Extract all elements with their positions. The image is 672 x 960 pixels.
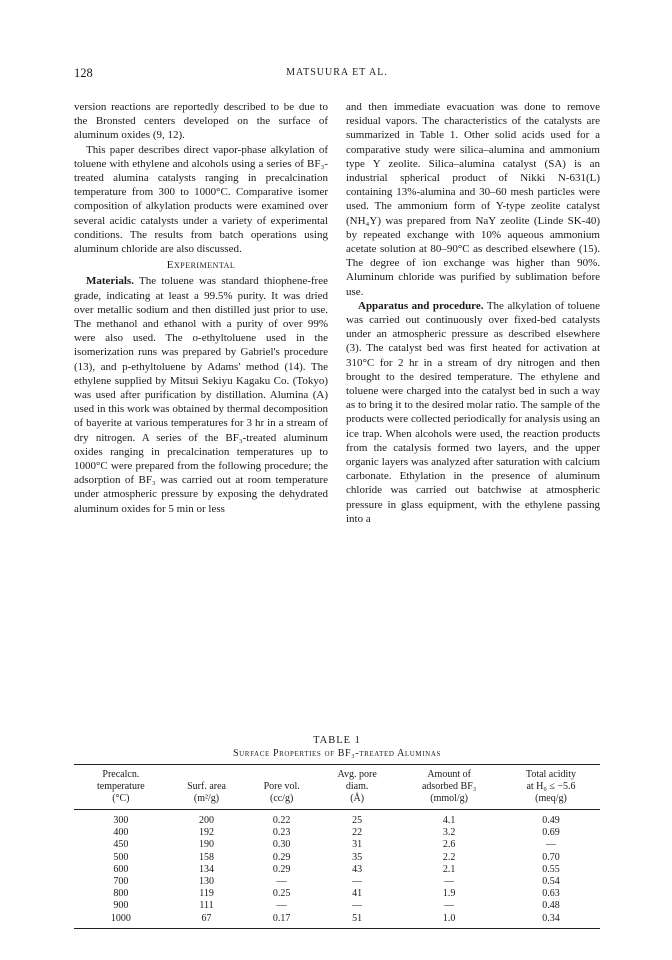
table-cell: 600 <box>113 863 129 875</box>
paragraph-text: The toluene was standard thiophene-free grade, indicating at least a 99.5% purity. It was dried over metallic sodium and then distilled just prior to use. The methanol and ethanol with a purity of over 99% were also used. The o-ethyltoluene used in the isomerization runs was prepared by Gabriel's procedure (13), and p-ethyltoluene by Adams' method (14). The ethylene supplied by Mitsui Sekiyu Kagaku Co. (Tokyo) was used after purification by distillation. Alumina (A) used in this work was obtained by thermal decomposition of bayerite at various temperatures for 3 hr in a stream of dry nitrogen. A series of the BF₃-treated aluminum oxides ranging in precalcination temperatures up to 1000°C were prepared from the following procedure; the adsorption of BF₃ was carried out at room temperature under atmospheric pressure by exposing the dehydrated aluminum oxides for 5 min or less <box>74 275 328 515</box>
table-cell: 700 <box>113 876 129 888</box>
table-cell: 1.9 <box>442 888 456 900</box>
table-cell: 0.69 <box>542 827 560 839</box>
page-header <box>74 66 600 82</box>
table-cell: 31 <box>352 839 363 851</box>
paragraph-materials <box>74 274 328 515</box>
header-cell <box>168 765 246 782</box>
table-cell: 0.30 <box>272 839 291 851</box>
table-cell: 1000 <box>74 913 168 929</box>
header-cell: (Å) <box>318 793 396 810</box>
paragraph: version reactions are reportedly described to be due to the Bronsted centers developed on the surface of aluminum oxides (9, 12). <box>74 101 328 142</box>
table-cell: 500 <box>113 851 129 863</box>
table-cell: 300 <box>113 815 129 826</box>
table-cell: — <box>276 876 287 888</box>
table-title: TABLE 1 <box>313 735 361 746</box>
table-cell: 2.6 <box>442 839 456 851</box>
table-cell: 35 <box>352 851 363 863</box>
table-cell: 130 <box>199 876 215 888</box>
header-cell: (mmol/g) <box>396 793 502 810</box>
table-cell: 0.54 <box>542 876 560 888</box>
right-column <box>346 100 600 526</box>
table-cell: — <box>276 900 287 912</box>
left-column <box>74 100 328 516</box>
table-cell: 0.55 <box>542 863 560 875</box>
table-cell: 200 <box>199 815 215 826</box>
table-cell: 450 <box>113 839 129 851</box>
table-cell: 22 <box>352 827 363 839</box>
table-cell: 41 <box>352 888 363 900</box>
run-in-heading: Materials. <box>86 275 134 288</box>
table-cell: — <box>444 876 455 888</box>
table-caption: Surface Properties of BF₃-treated Aluminas <box>232 748 441 759</box>
header-cell: diam. <box>345 781 369 792</box>
table-cell: 4.1 <box>442 815 456 826</box>
table-cell: 67 <box>168 913 246 929</box>
table-cell: 2.2 <box>442 851 456 863</box>
table-row <box>74 888 600 900</box>
table-row <box>74 852 600 864</box>
properties-table <box>74 764 600 929</box>
paragraph-text: The alkylation of toluene was carried out continuously over fixed-bed catalysts under an atmospheric pressure as described elsewhere (3). The catalyst bed was first heated for activation at 310°C for 2 hr in a stream of dry nitrogen and then brought to the desired temperature. The ethylene and toluene were charged into the catalyst bed in such a way as to bring it to the desired molar ratio. The sample of the products were collected periodically for analysis using an ice trap. When alcohols were used, the reaction products from the catalysis formed two layers, and the upper organic layers was analyzed after saturation with calcium carbonate. Ethylation in the presence of aluminum chloride was carried out batchwise at atmospheric pressure in glass equipment, with the ethylene passing into a <box>346 299 600 525</box>
table-cell: 3.2 <box>442 827 456 839</box>
table-cell: 0.29 <box>272 851 291 863</box>
paragraph: This paper describes direct vapor-phase alkylation of toluene with ethylene and alcohols using a series of BF₃-treated alumina catalysts ranging in precalcination temperature from 300 to 1000°C. Comparative isomer composition of alkylation products were examined over several acidic catalysts under a variety of experimental conditions. The results from batch operations using aluminum chloride are also discussed. <box>74 143 328 256</box>
table-row <box>74 900 600 912</box>
paragraph-apparatus <box>346 299 600 526</box>
table-cell: 119 <box>199 888 214 900</box>
table-cell: 43 <box>352 863 363 875</box>
header-cell: at H₀ ≤ −5.6 <box>526 781 576 792</box>
table-cell: 0.70 <box>542 851 560 863</box>
table-cell: 0.49 <box>542 815 560 826</box>
table-cell: — <box>444 900 455 912</box>
table-cell: — <box>352 876 363 888</box>
table-cell: 400 <box>113 827 129 839</box>
table-cell: 0.29 <box>272 863 291 875</box>
header-cell: (°C) <box>74 793 168 810</box>
paragraph: and then immediate evacuation was done to remove residual vapors. The characteristics of the catalysts are summarized in Table 1. Other solid acids used for a comparative study were silica–alumina and ammonium type Y zeolite. Silica–alumina catalyst (SA) is an industrial spherical product of Nikki N-631(L) containing 13%-alumina and 30–60 mesh particles were used. The ammonium form of Y-type zeolite catalyst (NH₄Y) was prepared from NaY zeolite (Linde SK-40) by repeated exchange with 10% aqueous ammonium acetate solution at 80–90°C as described elsewhere (15). The degree of ion exchange was higher than 90%. Aluminum chloride was purified by sublimation before use. <box>346 101 600 298</box>
table-cell: 192 <box>199 827 215 839</box>
header-cell: Surf. area <box>187 781 226 792</box>
header-cell: (cc/g) <box>245 793 318 810</box>
header-cell: Amount of <box>396 765 502 782</box>
header-cell: Precalcn. <box>74 765 168 782</box>
table-cell: 51 <box>318 913 396 929</box>
table-1 <box>74 734 600 929</box>
table-cell: 2.1 <box>442 863 456 875</box>
header-cell: Pore vol. <box>263 781 300 792</box>
table-cell: — <box>352 900 363 912</box>
running-head: MATSUURA ET AL. <box>286 67 388 78</box>
table-row <box>74 827 600 839</box>
table-cell: — <box>545 839 556 851</box>
header-cell <box>245 765 318 782</box>
table-cell: 800 <box>113 888 129 900</box>
table-cell: 0.48 <box>542 900 560 912</box>
table-cell: 158 <box>199 851 215 863</box>
section-heading: Experimental <box>166 259 236 272</box>
table-row <box>74 864 600 876</box>
table-cell: 900 <box>113 900 129 912</box>
table-cell: 111 <box>199 900 214 912</box>
table-cell: 0.63 <box>542 888 560 900</box>
table-row <box>74 876 600 888</box>
table-cell: 0.17 <box>245 913 318 929</box>
header-cell: Avg. pore <box>318 765 396 782</box>
table-cell: 134 <box>199 863 215 875</box>
table-cell: 190 <box>199 839 215 851</box>
table-cell: 0.34 <box>502 913 600 929</box>
table-cell: 0.22 <box>272 815 291 826</box>
table-cell: 0.23 <box>272 827 291 839</box>
run-in-heading: Apparatus and procedure. <box>358 299 484 312</box>
table-row <box>74 913 600 929</box>
header-cell: (meq/g) <box>502 793 600 810</box>
table-cell: 0.25 <box>272 888 291 900</box>
header-cell: temperature <box>96 781 145 792</box>
header-cell: adsorbed BF₃ <box>421 781 477 792</box>
page-number: 128 <box>74 66 93 80</box>
table-cell: 25 <box>352 815 363 826</box>
header-cell: (m²/g) <box>168 793 246 810</box>
table-row <box>74 810 600 828</box>
header-cell: Total acidity <box>502 765 600 782</box>
table-row <box>74 839 600 851</box>
table-cell: 1.0 <box>396 913 502 929</box>
